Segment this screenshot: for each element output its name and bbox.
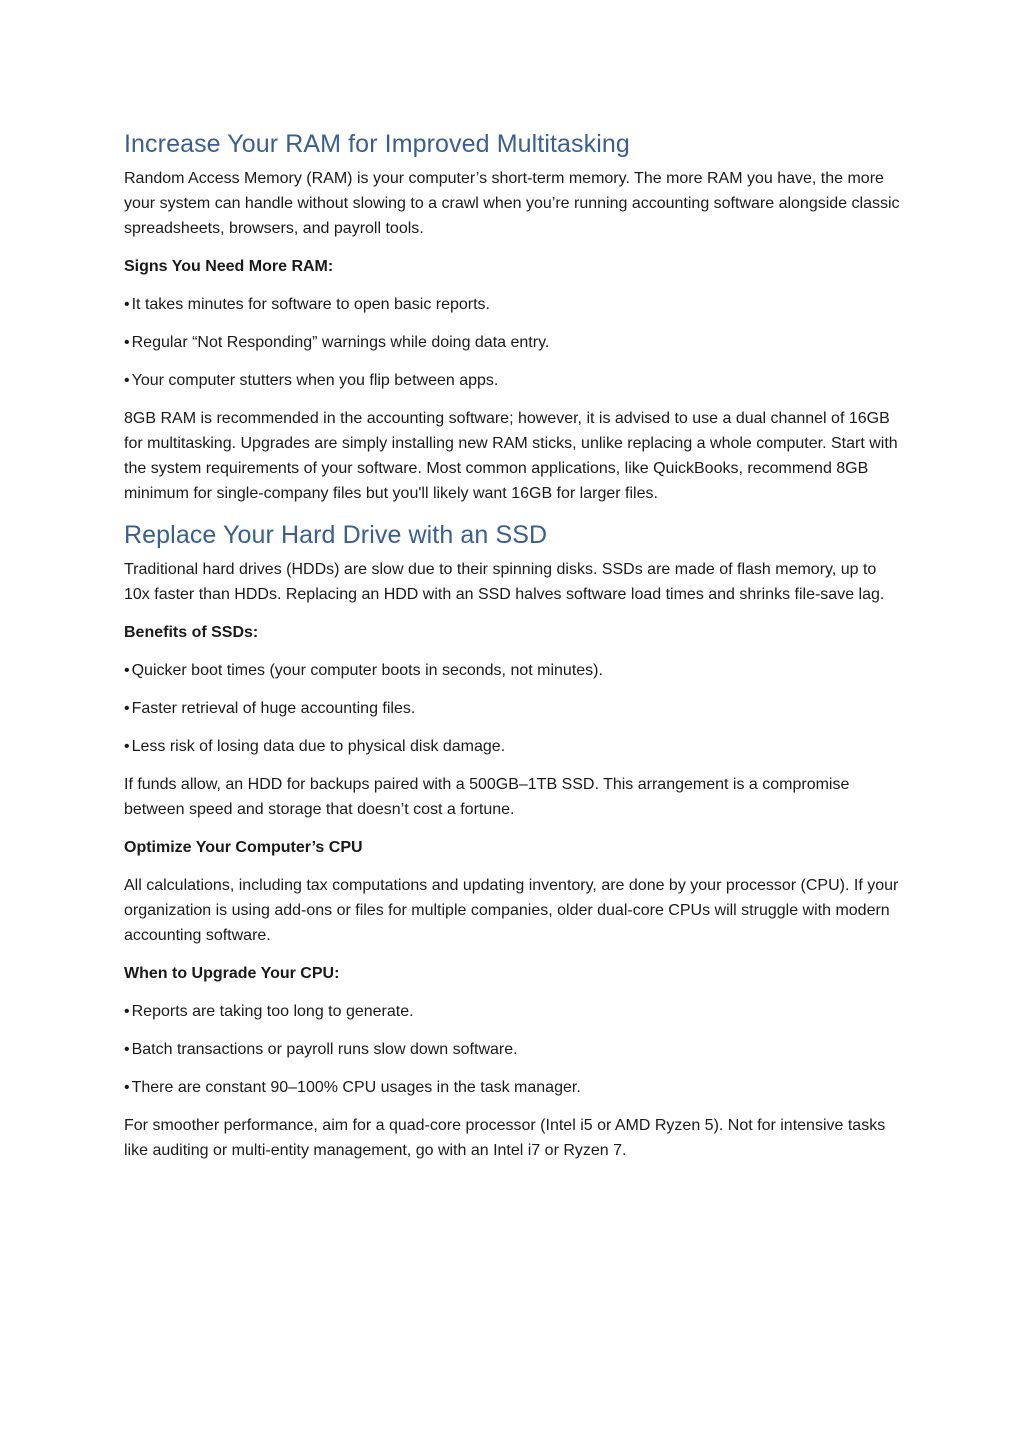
- list-item: • Your computer stutters when you flip between apps.: [124, 368, 900, 393]
- section-ssd: [124, 519, 900, 822]
- section-outro: For smoother performance, aim for a quad-core processor (Intel i5 or AMD Ryzen 5). Not for intensive tasks like auditing or multi-entity management, go with an Intel i7 or Ryzen 7.: [124, 1117, 886, 1159]
- list-item: • Reports are taking too long to generate.: [124, 999, 900, 1024]
- section-subheading: Optimize Your Computer’s CPU: [124, 839, 363, 856]
- list-title: When to Upgrade Your CPU:: [124, 965, 340, 982]
- bullet-list: [124, 292, 900, 393]
- list-item: • Batch transactions or payroll runs slow down software.: [124, 1037, 900, 1062]
- section-cpu: [124, 835, 900, 1163]
- section-outro: 8GB RAM is recommended in the accounting software; however, it is advised to use a dual channel of 16GB for multitasking. Upgrades are simply installing new RAM sticks, unlike replacing a whole computer. Start with the system requirements of your software. Most common applications, like QuickBooks, recommend 8GB minimum for single-company files but you'll likely want 16GB for larger files.: [124, 410, 898, 502]
- section-intro: Random Access Memory (RAM) is your computer’s short-term memory. The more RAM you have, the more your system can handle without slowing to a crawl when you’re running accounting software alongside classic spreadsheets, browsers, and payroll tools.: [124, 170, 900, 237]
- list-item: • There are constant 90–100% CPU usages in the task manager.: [124, 1075, 900, 1100]
- list-item: • Faster retrieval of huge accounting files.: [124, 696, 900, 721]
- section-heading: Increase Your RAM for Improved Multitasking: [124, 130, 630, 158]
- bullet-list: [124, 658, 900, 759]
- section-outro: If funds allow, an HDD for backups paired with a 500GB–1TB SSD. This arrangement is a compromise between speed and storage that doesn’t cost a fortune.: [124, 776, 850, 818]
- list-title: Benefits of SSDs:: [124, 624, 259, 641]
- list-item: • Less risk of losing data due to physical disk damage.: [124, 734, 900, 759]
- document-page: [124, 128, 900, 1176]
- list-item: • Regular “Not Responding” warnings while doing data entry.: [124, 330, 900, 355]
- bullet-list: [124, 999, 900, 1100]
- section-heading: Replace Your Hard Drive with an SSD: [124, 521, 548, 549]
- section-ram: [124, 128, 900, 506]
- list-item: • Quicker boot times (your computer boots in seconds, not minutes).: [124, 658, 900, 683]
- list-title: Signs You Need More RAM:: [124, 258, 334, 275]
- list-item: • It takes minutes for software to open basic reports.: [124, 292, 900, 317]
- section-intro: All calculations, including tax computations and updating inventory, are done by your processor (CPU). If your organization is using add-ons or files for multiple companies, older dual-core CPUs will struggle with modern accounting software.: [124, 877, 899, 944]
- section-intro: Traditional hard drives (HDDs) are slow due to their spinning disks. SSDs are made of flash memory, up to 10x faster than HDDs. Replacing an HDD with an SSD halves software load times and shrinks file-save lag.: [124, 561, 885, 603]
